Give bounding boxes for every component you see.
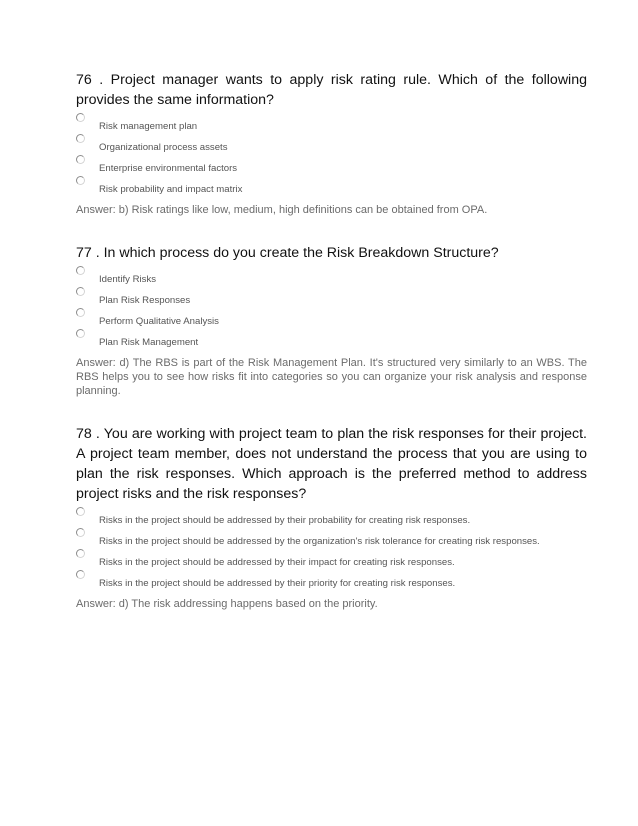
option-item[interactable] bbox=[76, 507, 587, 528]
option-label: Enterprise environmental factors bbox=[99, 163, 238, 174]
option-label: Risks in the project should be addressed by their probability for creating risk responses. bbox=[99, 515, 471, 526]
option-item[interactable] bbox=[76, 134, 587, 155]
option-label: Identify Risks bbox=[99, 274, 157, 285]
question-text: 76 . Project manager wants to apply risk rating rule. Which of the following provides the same information? bbox=[76, 72, 587, 108]
option-label: Perform Qualitative Analysis bbox=[99, 316, 219, 327]
radio-button-icon[interactable] bbox=[76, 287, 85, 296]
option-item[interactable] bbox=[76, 176, 587, 197]
option-item[interactable] bbox=[76, 329, 587, 350]
option-item[interactable] bbox=[76, 155, 587, 176]
option-label: Risks in the project should be addressed by the organization's risk tolerance for creating risk responses. bbox=[99, 536, 540, 547]
option-label: Risks in the project should be addressed by their priority for creating risk responses. bbox=[99, 578, 456, 589]
option-item[interactable] bbox=[76, 287, 587, 308]
question-76 bbox=[76, 70, 587, 217]
option-item[interactable] bbox=[76, 549, 587, 570]
answer-text: Answer: d) The risk addressing happens based on the priority. bbox=[76, 598, 378, 610]
radio-button-icon[interactable] bbox=[76, 528, 85, 537]
option-item[interactable] bbox=[76, 113, 587, 134]
radio-button-icon[interactable] bbox=[76, 308, 85, 317]
option-item[interactable] bbox=[76, 570, 587, 591]
options-list bbox=[76, 266, 587, 350]
question-text: 78 . You are working with project team to plan the risk responses for their project. A project team member, does not understand the process that you are using to plan the risk responses. Which approach is the preferred method to address project risks and the risk responses? bbox=[76, 426, 587, 502]
option-label: Risks in the project should be addressed by their impact for creating risk responses. bbox=[99, 557, 455, 568]
option-label: Organizational process assets bbox=[99, 142, 228, 153]
option-label: Plan Risk Responses bbox=[99, 295, 191, 306]
option-item[interactable] bbox=[76, 528, 587, 549]
radio-button-icon[interactable] bbox=[76, 155, 85, 164]
radio-button-icon[interactable] bbox=[76, 549, 85, 558]
option-label: Risk management plan bbox=[99, 121, 198, 132]
radio-button-icon[interactable] bbox=[76, 570, 85, 579]
answer-text: Answer: b) Risk ratings like low, medium, high definitions can be obtained from OPA. bbox=[76, 204, 488, 216]
question-78 bbox=[76, 424, 587, 611]
option-label: Risk probability and impact matrix bbox=[99, 184, 243, 195]
question-77 bbox=[76, 243, 587, 398]
option-label: Plan Risk Management bbox=[99, 337, 199, 348]
radio-button-icon[interactable] bbox=[76, 134, 85, 143]
document-page bbox=[76, 70, 587, 611]
radio-button-icon[interactable] bbox=[76, 176, 85, 185]
option-item[interactable] bbox=[76, 266, 587, 287]
radio-button-icon[interactable] bbox=[76, 329, 85, 338]
question-text: 77 . In which process do you create the Risk Breakdown Structure? bbox=[76, 245, 499, 261]
radio-button-icon[interactable] bbox=[76, 507, 85, 516]
radio-button-icon[interactable] bbox=[76, 113, 85, 122]
options-list bbox=[76, 113, 587, 197]
options-list bbox=[76, 507, 587, 591]
answer-text: Answer: d) The RBS is part of the Risk Management Plan. It's structured very similarly to an WBS. The RBS helps you to see how risks fit into categories so you can organize your risk analysis and response planning. bbox=[76, 357, 587, 397]
option-item[interactable] bbox=[76, 308, 587, 329]
radio-button-icon[interactable] bbox=[76, 266, 85, 275]
